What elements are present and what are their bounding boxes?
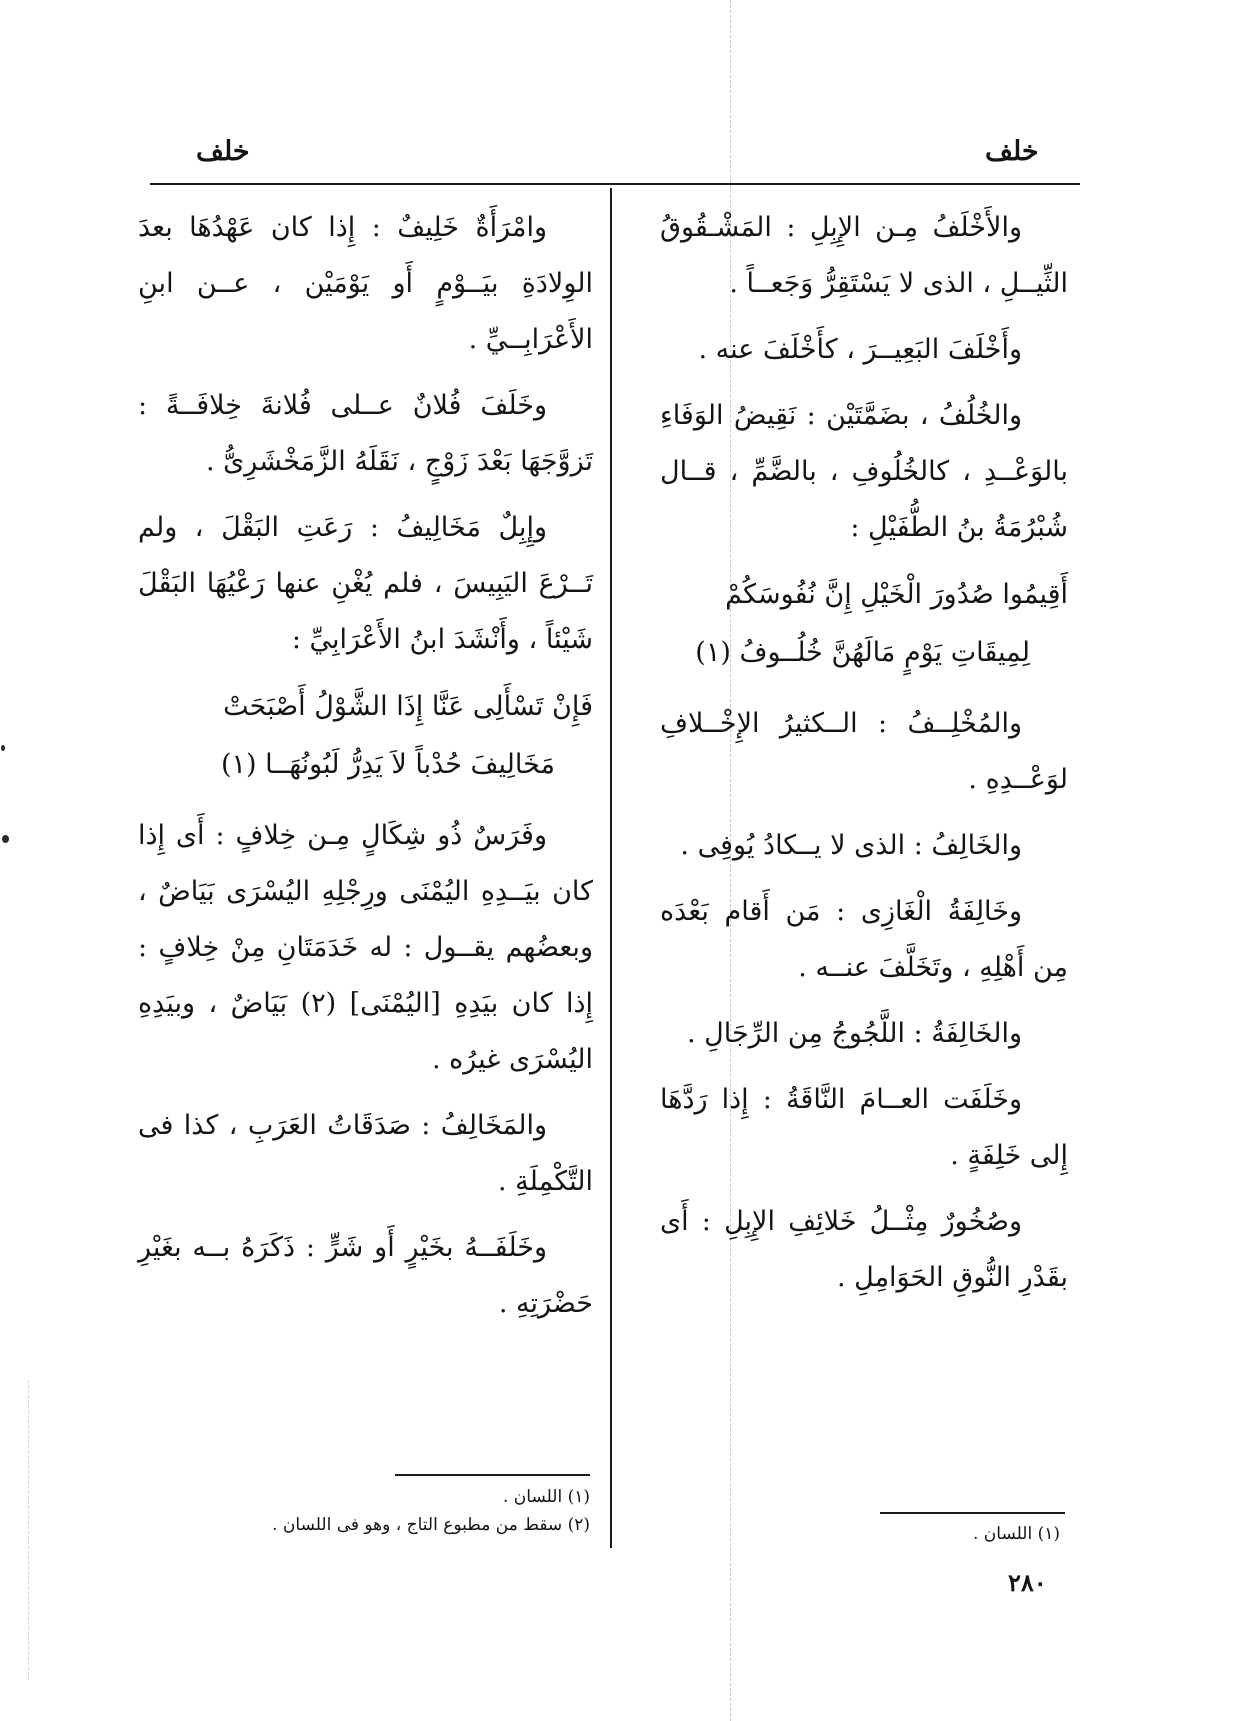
entry-paragraph: وصُخُورٌ مِثْــلُ خَلائِفِ الإِبِلِ : أَى بقَدْرِ النُّوقِ الحَوَامِلِ . (660, 1206, 1068, 1293)
entry-paragraph: وإِبِلٌ مَخَالِيفُ : رَعَتِ البَقْلَ ، ولم تَــرْعَ اليَبِيسَ ، فلم يُغْنِ عنها رَعْيُهَا البَقْلَ شَيْئاً ، وأَنْشَدَ ابنُ الأَعْرَابِيِّ : (138, 512, 593, 655)
entry-paragraph: والمُخْلِــفُ : الــكثيرُ الإِخْــلافِ لوَعْــدِهِ . (660, 708, 1068, 795)
entry-paragraph: وخَالِفَةُ الْغَازِى : مَن أَقام بَعْدَه مِن أَهْلِهِ ، وتَخَلَّفَ عنــه . (660, 896, 1068, 983)
binding-edge-line (28, 1380, 29, 1680)
poetry-verse (138, 678, 593, 794)
verse-second-hemistich: مَخَالِيفَ حُدْباً لاَ يَدِرُّ لَبُونُهَــا (١) (220, 749, 555, 780)
footnote-rule-left (395, 1474, 590, 1476)
running-header-left: خلف (196, 136, 250, 167)
entry-paragraph: وخَلَفَ فُلانٌ عــلى فُلانةَ خِلافَــةً : تَزوَّجَهَا بَعْدَ زَوْجٍ ، نَقَلَهُ الزَّمَخْشَرِىُّ . (138, 390, 593, 477)
verse-first-hemistich: فَإِنْ تَسْأَلِى عَنَّا إِذَا الشَّوْلُ أَصْبَحَتْ (223, 691, 593, 722)
entry-paragraph: وخَلَفَت العــامَ النَّاقَةُ : إِذا رَدَّهَا إِلى خَلِفَةٍ . (660, 1084, 1068, 1171)
footnotes-right (760, 1520, 1060, 1548)
verse-first-hemistich: أَقِيمُوا صُدُورَ الْخَيْلِ إِنَّ نُفُوسَكُمْ (725, 579, 1068, 610)
ink-speck (1, 745, 5, 751)
entry-paragraph: وامْرَأَةٌ خَلِيفٌ : إِذا كان عَهْدُهَا بعدَ الوِلادَةِ بيَــوْمٍ أَو يَوْمَيْن ، عــن ابنِ الأَعْرَابِــيِّ . (138, 212, 593, 355)
entry-paragraph: والأَخْلَفُ مِـن الإِبِلِ : المَشْـقُوقُ الثِّيــلِ ، الذى لا يَسْتَقِرُّ وَجَعــاً . (660, 212, 1068, 299)
entry-paragraph: والخَالِفُ : الذى لا يــكادُ يُوفِى . (680, 830, 1022, 861)
entry-paragraph: وخَلَفَــهُ بخَيْرٍ أَو شَرٍّ : ذَكَرَهُ بــه بغَيْرِ حَضْرَتِهِ . (138, 1232, 593, 1319)
poetry-verse (660, 566, 1068, 682)
ink-speck (2, 835, 9, 843)
page-number: ٢٨٠ (1008, 1568, 1047, 1597)
entry-paragraph: وفَرَسٌ ذُو شِكَالٍ مِـن خِلافٍ : أَى إِذا كان بيَــدِهِ اليُمْنَى ورِجْلِهِ اليُسْرَى بَيَاضٌ ، وبعضُهم يقــول : له خَدَمَتَانِ مِنْ خِلافٍ : إِذا كان بيَدِهِ [اليُمْنَى] (٢) بَيَاضٌ ، وبيَدِهِ اليُسْرَى غيرُه . (138, 820, 594, 1075)
header-rule (150, 183, 1080, 185)
footnote: (١) اللسان . (973, 1524, 1060, 1544)
column-divider (610, 188, 612, 1548)
footnote-rule-right (880, 1512, 1065, 1514)
running-header-right: خلف (985, 136, 1039, 167)
entry-paragraph: وأَخْلَفَ البَعِيــرَ ، كأَخْلَفَ عنه . (698, 334, 1022, 365)
footnote: (١) اللسان . (503, 1487, 590, 1507)
entry-paragraph: والخُلُفُ ، بضَمَّتَيْن : نَقِيضُ الوَفَاءِ بالوَعْــدِ ، كالخُلُوفِ ، بالضَّمِّ ، قــال شُبْرُمَةُ بنُ الطُّفَيْلِ : (660, 400, 1068, 543)
entry-paragraph: والخَالِفَةُ : اللَّجُوجُ مِن الرِّجَالِ . (686, 1018, 1022, 1049)
verse-second-hemistich: لِمِيقَاتِ يَوْمٍ مَالَهُنَّ خُلُــوفُ (١) (695, 637, 1030, 668)
left-column (138, 200, 593, 1342)
entry-paragraph: والمَخَالِفُ : صَدَقَاتُ العَرَبِ ، كذا فى التَّكْمِلَةِ . (138, 1110, 593, 1197)
right-column (660, 200, 1068, 1316)
footnotes-left (200, 1483, 590, 1539)
footnote: (٢) سقط من مطبوع التاج ، وهو فى اللسان . (272, 1515, 590, 1535)
